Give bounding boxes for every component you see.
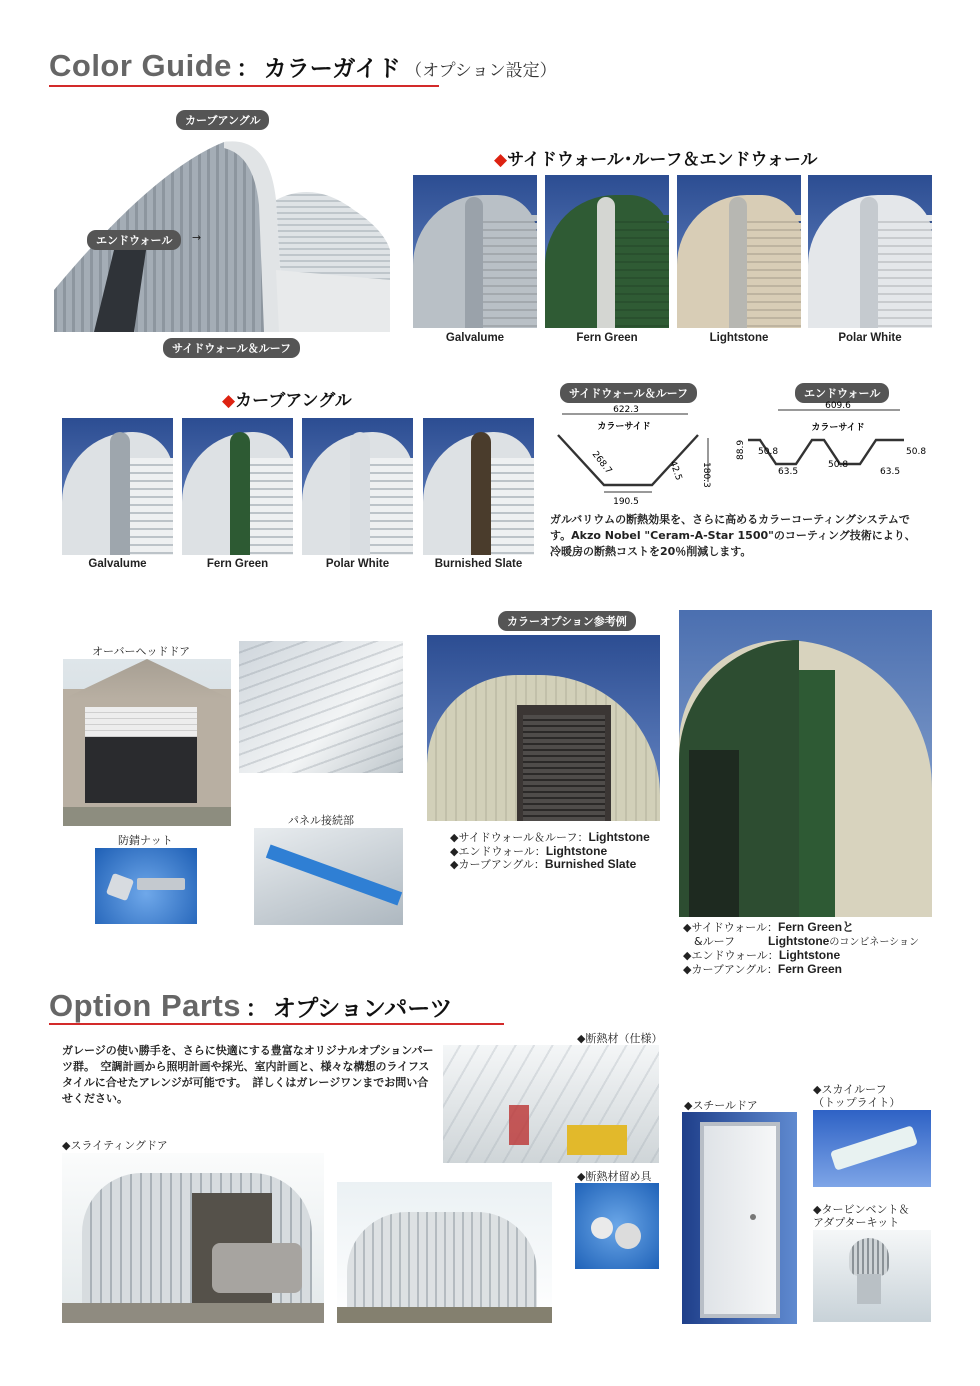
rust-nut-label: 防錆ナット (118, 834, 173, 847)
label-side-roof: サイドウォール＆ルーフ (163, 338, 300, 358)
swatch-curve-0 (62, 418, 173, 555)
swatch-side-caption: Polar White (838, 332, 902, 344)
diagram-end-label: エンドウォール (795, 383, 889, 403)
dim-end-w1: 50.8 (758, 447, 779, 457)
title-en: Color Guide (49, 48, 232, 83)
dim-end-b2: 63.5 (880, 467, 901, 477)
example2-notes (683, 921, 943, 976)
turbine-label-2: アダプターキット (813, 1216, 900, 1229)
dim-end-left: 88.9 (736, 439, 746, 460)
side-roof-heading-text: サイドウォール･ルーフ＆エンドウォール (507, 150, 818, 170)
profile-diagrams (548, 400, 948, 507)
swatch-ribs (483, 215, 537, 328)
skylight-label (813, 1083, 900, 1109)
overhead-door-photo (63, 659, 231, 826)
swatch-trim (471, 432, 491, 555)
swatch-side-2 (677, 175, 801, 328)
color-guide-title (49, 48, 557, 84)
example2-line (683, 963, 943, 977)
insulation-photo (443, 1045, 659, 1163)
swatch-curve-1 (182, 418, 293, 555)
interior-photo (239, 641, 403, 773)
swatch-curve-caption: Fern Green (206, 558, 269, 570)
sliding-door-photo-2 (337, 1182, 552, 1323)
example2-photo (679, 610, 932, 917)
insulation-fix-photo (575, 1183, 659, 1269)
skylight-photo (813, 1110, 931, 1187)
rust-nut-photo (95, 848, 197, 924)
swatch-trim (597, 197, 615, 328)
option-parts-title (49, 988, 452, 1024)
swatch-trim (860, 197, 878, 328)
hero-building-photo (54, 110, 390, 332)
example1-line (450, 845, 650, 859)
dim-end-w2: 50.8 (828, 460, 849, 470)
title-sub: （オプション設定） (405, 61, 557, 80)
skylight-label-2: （トップライト） (813, 1096, 901, 1109)
dim-side-slope: 268.7 (589, 449, 614, 477)
swatch-trim (729, 197, 747, 328)
swatch-curve-caption: Polar White (325, 558, 390, 570)
dim-side-height: 180.3 (701, 462, 711, 488)
swatch-curve-2 (302, 418, 413, 555)
swatch-ribs (491, 458, 534, 555)
title-jp: カラーガイド (263, 55, 401, 81)
note-tail: のコンビネーション (829, 936, 919, 948)
curve-heading (222, 386, 352, 411)
label-end-wall: エンドウォール (87, 230, 181, 250)
swatch-curve-caption: Galvalume (88, 558, 147, 570)
swatch-curve-3 (423, 418, 534, 555)
swatch-trim (465, 197, 483, 328)
swatch-trim (110, 432, 130, 555)
swatch-side-caption: Galvalume (445, 332, 505, 344)
note-key: ◆エンドウォール： (683, 949, 779, 962)
turbine-photo (813, 1230, 931, 1322)
dim-end-top: 609.6 (825, 401, 851, 411)
note-value: Fern Greenと (778, 920, 855, 934)
swatch-trim (350, 432, 370, 555)
sliding-door-label: ◆スライティングドア (62, 1139, 168, 1152)
option-title-en: Option Parts (49, 988, 242, 1023)
insulation-fix-label: ◆断熱材留め具 (577, 1170, 652, 1183)
arrow-icon: → (192, 231, 202, 244)
example1-photo (427, 635, 660, 821)
skylight-label-1: ◆スカイルーフ (813, 1083, 887, 1096)
dim-end-color-side: カラーサイド (811, 423, 865, 433)
turbine-label (813, 1203, 909, 1229)
overhead-door-label: オーバーヘッドドア (92, 645, 191, 658)
swatch-trim (230, 432, 250, 555)
note-value: Lightstone (778, 948, 841, 962)
swatch-ribs (615, 215, 669, 328)
example1-notes (450, 831, 650, 872)
swatch-side-caption: Lightstone (709, 332, 769, 344)
option-title-sep: ： (245, 995, 269, 1021)
coating-description: ガルバリウムの断熱効果を、さらに高めるカラーコーティングシステムです。Akzo Nobel "Ceram-A-Star 1500"のコーティング技術により、冷暖房の断熱コストを20％削減します。 (550, 513, 916, 558)
diamond-icon: ◆ (222, 391, 236, 411)
example1-line (450, 858, 650, 872)
title-underline (49, 85, 439, 87)
note-key: ◆エンドウォール： (450, 844, 546, 858)
note-value: Lightstone (545, 843, 608, 858)
note-value: Fern Green (777, 961, 842, 976)
note-value: Lightstone (588, 830, 650, 844)
dim-side-color-side: カラーサイド (597, 422, 651, 432)
swatch-ribs (250, 458, 293, 555)
note-key: ◆カーブアングル： (450, 858, 545, 871)
note-value: Burnished Slate (544, 857, 637, 871)
turbine-label-1: ◆タービンベント＆ (813, 1203, 910, 1216)
dim-end-w3: 50.8 (906, 447, 927, 457)
dim-side-bottom: 190.5 (613, 497, 639, 507)
option-title-jp: オプションパーツ (272, 995, 453, 1021)
dim-side-top: 622.3 (613, 405, 639, 415)
swatch-ribs (747, 215, 801, 328)
example2-line (683, 935, 943, 950)
diamond-icon: ◆ (494, 150, 508, 170)
steel-door-photo (682, 1112, 797, 1324)
note-key: ◆サイドウォール： (683, 921, 779, 934)
note-value: Lightstone (768, 933, 830, 948)
panel-joint-label: パネル接続部 (288, 814, 354, 827)
note-key: ◆サイドウォール＆ルーフ： (450, 831, 589, 844)
sliding-door-photo-1 (62, 1153, 324, 1323)
swatch-side-1 (545, 175, 669, 328)
example2-line (683, 921, 943, 935)
option-underline (49, 1023, 504, 1025)
example1-line (450, 831, 650, 845)
dim-side-right: 42.5 (667, 459, 684, 482)
label-curve-angle: カーブアングル (176, 110, 269, 130)
dim-end-b1: 63.5 (778, 467, 799, 477)
swatch-side-0 (413, 175, 537, 328)
note-key: ◆カーブアングル： (683, 962, 778, 976)
swatch-ribs (878, 215, 932, 328)
side-roof-heading (494, 145, 818, 170)
diagram-side-label: サイドウォール＆ルーフ (560, 383, 697, 403)
swatch-side-caption: Fern Green (576, 332, 638, 344)
swatch-curve-caption: Burnished Slate (434, 558, 523, 570)
swatch-side-3 (808, 175, 932, 328)
curve-heading-text: カーブアングル (235, 391, 352, 411)
example-pill: カラーオプション参考例 (498, 611, 636, 631)
title-sep: ： (236, 55, 260, 81)
insulation-label: ◆断熱材（仕様） (577, 1032, 663, 1045)
example2-line (683, 949, 943, 963)
steel-door-label: ◆スチールドア (684, 1099, 758, 1112)
panel-joint-photo (254, 828, 403, 925)
swatch-ribs (370, 458, 413, 555)
option-intro: ガレージの使い勝手を、さらに快適にする豊富なオリジナルオプションパーツ群。 空調計画から照明計画や採光、室内計画と、様々な構想のライフスタイルに合せたアレンジが可能です。 詳しくはガレージワンまでお問い合せください。 (62, 1044, 434, 1105)
note-key: &ルーフ (683, 934, 736, 948)
swatch-ribs (130, 458, 173, 555)
